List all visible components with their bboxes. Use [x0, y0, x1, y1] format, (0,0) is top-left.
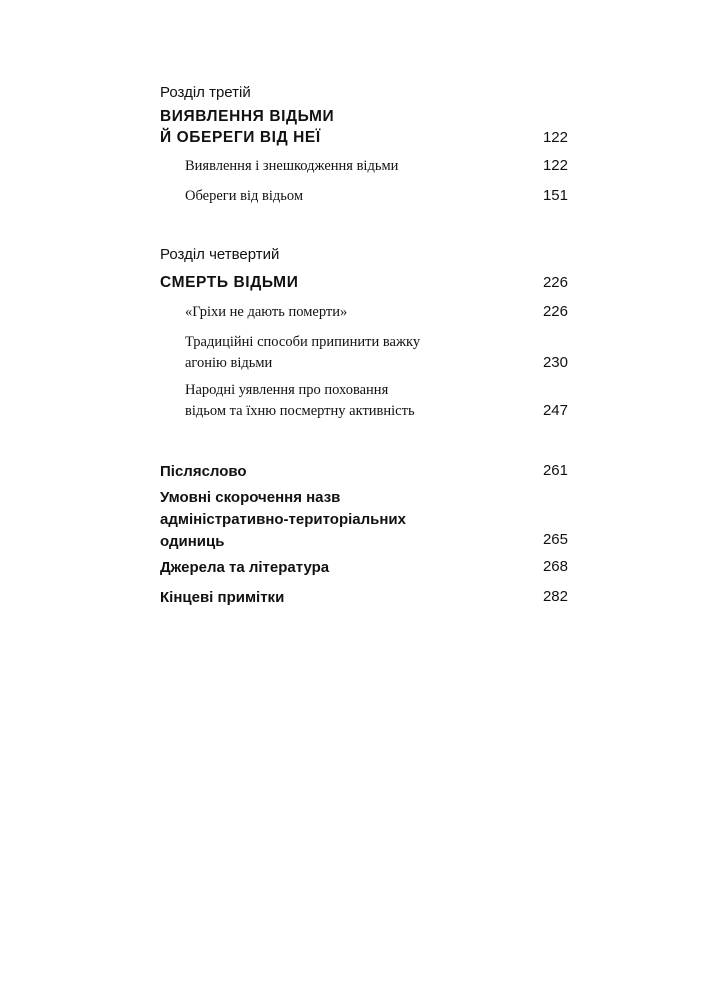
chapter-4-item-3-title-line-2: відьом та їхню посмертну активність — [185, 403, 415, 419]
chapter-4-title: СМЕРТЬ ВІДЬМИ — [160, 274, 299, 291]
chapter-3-item-1-page-number: 122 — [542, 157, 568, 174]
chapter-4-label: Розділ четвертий — [160, 246, 280, 263]
afterword-page-number: 261 — [542, 462, 568, 479]
chapter-4-item-1-page-number: 226 — [542, 303, 568, 320]
afterword-title: Післяслово — [160, 463, 247, 480]
sources-title: Джерела та література — [160, 559, 330, 576]
chapter-3-title — [160, 106, 334, 148]
chapter-3-item-2-title: Обереги від відьом — [185, 188, 304, 204]
chapter-3-item-1-title: Виявлення і знешкодження відьми — [185, 158, 399, 174]
chapter-4-item-2-title-line-2: агонію відьми — [185, 355, 273, 371]
chapter-4-item-3-title — [185, 380, 415, 422]
chapter-4-page-number: 226 — [542, 274, 568, 291]
chapter-3-title-line-2: Й ОБЕРЕГИ ВІД НЕЇ — [160, 129, 321, 146]
abbreviations-page-number: 265 — [542, 531, 568, 548]
chapter-4-item-2-title-line-1: Традиційні способи припинити важку — [185, 334, 421, 350]
endnotes-page-number: 282 — [542, 588, 568, 605]
chapter-4-item-3-title-line-1: Народні уявлення про поховання — [185, 382, 389, 398]
abbreviations-title-line-1: Умовні скорочення назв — [160, 489, 341, 506]
endnotes-title: Кінцеві примітки — [160, 589, 285, 606]
abbreviations-title — [160, 487, 406, 553]
chapter-4-item-2-page-number: 230 — [542, 354, 568, 371]
chapter-3-page-number: 122 — [542, 129, 568, 146]
abbreviations-title-line-2: адміністративно-територіальних — [160, 511, 406, 528]
chapter-4-item-3-page-number: 247 — [542, 402, 568, 419]
abbreviations-title-line-3: одиниць — [160, 533, 225, 550]
chapter-4-item-1-title: «Гріхи не дають померти» — [185, 304, 348, 320]
chapter-3-label: Розділ третій — [160, 84, 251, 101]
chapter-3-title-line-1: ВИЯВЛЕННЯ ВІДЬМИ — [160, 108, 335, 125]
sources-page-number: 268 — [542, 558, 568, 575]
chapter-3-item-2-page-number: 151 — [542, 187, 568, 204]
chapter-4-item-2-title — [185, 332, 420, 374]
